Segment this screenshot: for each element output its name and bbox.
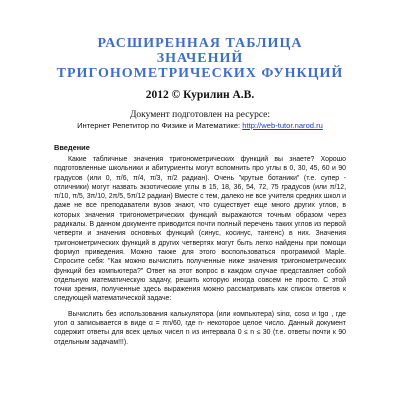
intro-paragraph-1: Какие табличные значения тригонометрических функций вы знаете? Хорошо подготовленные школьники и абитуриенты могут вспомнить про углы в 0, 30, 45, 60 и 90 градусов (или 0, π/6, π/4, π/3, π/2 радиан). Очень "крутые ботаники" (т.е. супер - отличники) могут назвать экзотические углы в 15, 18, 36, 54, 72, 75 градусов (или π/12, π/10, π/5, 3π/10, 2π/5, 5π/12 радиан) Вместе с тем, далеко не все учителя средних школ и даже не все преподаватели вузов знают, что существует еще много других углов, в которых значения тригонометрических функций выражаются точным образом через радикалы. В данном документе приводится почти полный перечень таких углов из первой четверти и значения основных функций (синус, косинус, тангенс) в них. Значения тригонометрических функций в других четвертях могут быть легко найдены при помощи формул приведения. Можно также для этого воспользоваться программой Maple. Спросите себя: "Как можно вычислить полученные ниже значения тригонометрических функций без компьютера?" Ответ на этот вопрос в каждом случае представляет собой отдельную математическую задачу, решить которую иногда совсем не просто. С этой точки зрения, полученные здесь выражения можно рассматривать как список ответов к следующей математической задаче: (54, 156, 346, 303)
title-line-1: РАСШИРЕННАЯ ТАБЛИЦА ЗНАЧЕНИЙ (97, 36, 303, 66)
resource-line (54, 121, 346, 131)
prepared-label: Документ подготовлен на ресурсе: (129, 110, 271, 120)
section-heading: Введение (54, 143, 90, 152)
document-title (54, 36, 346, 81)
title-line-2: ТРИГОНОМЕТРИЧЕСКИХ ФУНКЦИЙ (56, 66, 344, 81)
resource-text: Интернет Репетитор по Физике и Математике: (77, 121, 241, 130)
author-line: 2012 © Курилин А.В. (145, 89, 255, 101)
intro-paragraph-2: Вычислить без использования калькулятора (или компьютера) sinα, cosα и tgα , где угол α записывается в виде α = πn/60, где n- некоторое целое число. Данный документ содержит ответы для всех целых чисел n из интервала 0 ≤ n ≤ 30 (т.е. ответы почти к 90 отдельным задачам!!!). (54, 310, 346, 346)
resource-link[interactable]: http://web-tutor.narod.ru (242, 121, 323, 130)
